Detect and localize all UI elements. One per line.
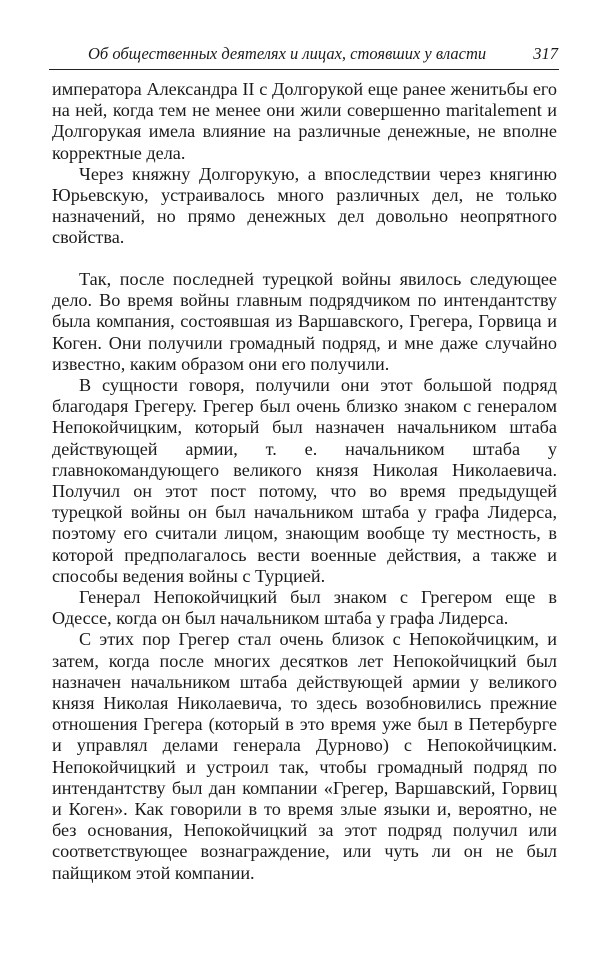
running-header-title: Об общественных деятелях и лицах, стоявших у власти bbox=[88, 44, 487, 63]
paragraph: С этих пор Грегер стал очень близок с Непокойчицким, и затем, когда после многих десятков лет Непокойчицкий был назначен начальником штаба действующей армии у великого князя Николая Николаевича, то здесь возобновились прежние отношения Грегера (который в это время уже был в Петербурге и управлял делами генерала Дурново) с Непокойчицким. Непокойчицкий и устроил так, чтобы громадный подряд по интендантству был дан компании «Грегер, Варшавский, Горвиц и Коген». Как говорили в то время злые языки и, вероятно, не без основания, Непокойчицкий за этот подряд получил или соответствующее вознаграждение, или чуть ли он не был пайщиком этой компании. bbox=[52, 629, 557, 883]
header-rule bbox=[49, 69, 559, 70]
text-block-top bbox=[52, 79, 557, 249]
page-number: 317 bbox=[533, 44, 558, 63]
text-block-main bbox=[52, 269, 557, 884]
paragraph: императора Александра II с Долгорукой еще ранее женитьбы его на ней, когда тем не менее они жили совершенно maritalement и Долгорукая имела влияние на различные денежные, не вполне корректные дела. bbox=[52, 79, 557, 163]
paragraph: В сущности говоря, получили они этот большой подряд благодаря Грегеру. Грегер был очень близко знаком с генералом Непокойчицким, который был назначен начальником штаба действующей армии, т. е. начальником штаба у главнокомандующего великого князя Николая Николаевича. Получил он этот пост потому, что во время предыдущей турецкой войны он был начальником штаба у графа Лидерса, поэтому его считали лицом, знающим вообще ту местность, в которой предполагалось вести военные действия, а также и способы ведения войны с Турцией. bbox=[52, 375, 557, 586]
paragraph: Так, после последней турецкой войны явилось следующее дело. Во время войны главным подрядчиком по интендантству была компания, состоявшая из Варшавского, Грегера, Горвица и Коген. Они получили громадный подряд, и мне даже случайно известно, каким образом они его получили. bbox=[52, 269, 557, 374]
paragraph: Через княжну Долгорукую, а впоследствии через княгиню Юрьевскую, устраивалось много различных дел, не только назначений, но прямо денежных дел довольно неопрятного свойства. bbox=[52, 163, 557, 248]
running-header bbox=[88, 44, 558, 64]
paragraph: Генерал Непокойчицкий был знаком с Грегером еще в Одессе, когда он был начальником штаба у графа Лидерса. bbox=[52, 587, 557, 629]
